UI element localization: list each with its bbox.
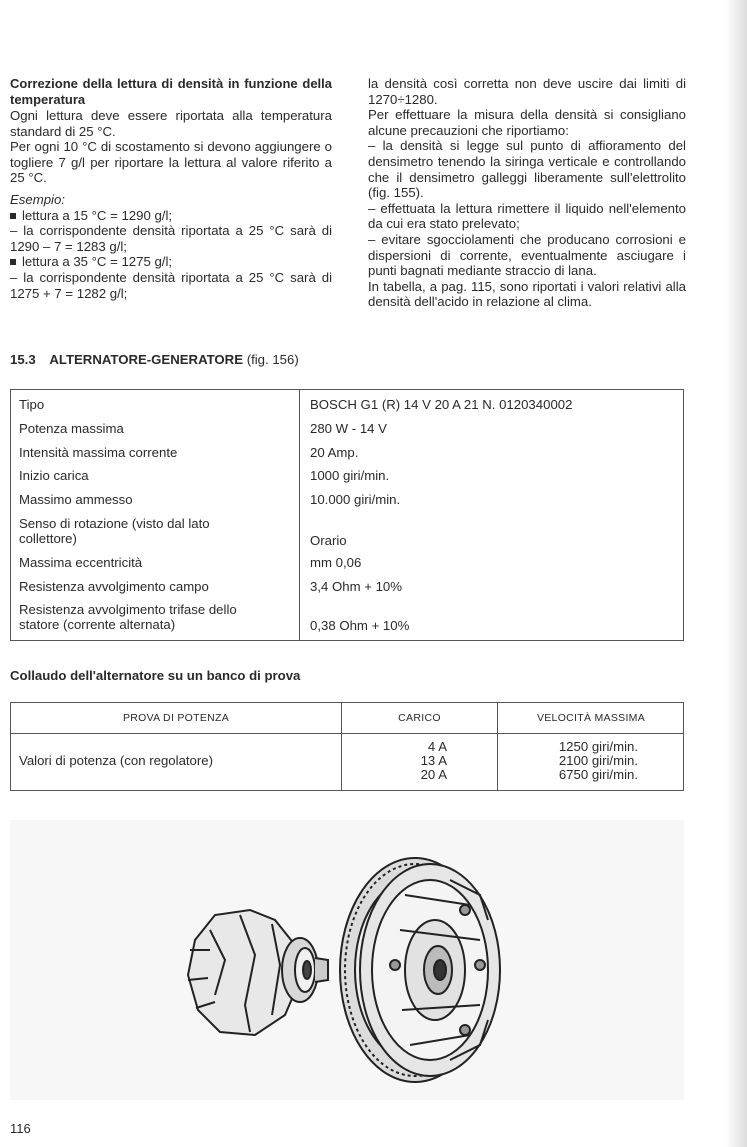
section-heading: ALTERNATORE-GENERATORE [49,352,244,367]
spec-value: mm 0,06 [310,555,362,570]
spec-value: 1000 giri/min. [310,468,390,483]
right-paragraph-1: la densità così corretta non deve uscire dai limiti di 1270÷1280. [368,76,686,107]
example-line: – la corrispondente densità riportata a 25 °C sarà di 1290 – 7 = 1283 g/l; [10,223,332,254]
left-column [10,76,332,301]
alternator-spec-table [10,389,684,641]
right-paragraph-2: Per effettuare la misura della densità si consigliano alcune precauzioni che riportiamo: [368,107,686,138]
right-paragraph-3: In tabella, a pag. 115, sono riportati i valori relativi alla densità dell'acido in relazione al clima. [368,278,686,310]
section-title [10,352,299,367]
power-test-table [10,702,684,791]
precaution-item: – evitare sgocciolamenti che producano corrosioni e dispersioni di corrente, eventualmente asciugare i punti bagnati mediante straccio di lana. [368,231,686,279]
load-values [342,740,447,782]
spec-value: Orario [310,533,347,548]
load-value: 4 A [427,739,447,754]
spec-value: 0,38 Ohm + 10% [310,618,410,633]
spec-label: Resistenza avvolgimento campo [19,579,209,594]
page-number: 116 [10,1121,31,1136]
speed-values [498,740,638,782]
speed-value: 2100 giri/min. [558,753,638,768]
spec-label: Inizio carica [19,468,89,483]
bullet-icon [10,213,16,219]
alternator-illustration [10,820,684,1100]
example-line: – la corrispondente densità riportata a 25 °C sarà di 1275 + 7 = 1282 g/l; [10,269,332,301]
spec-label: Tipo [19,397,45,412]
spec-value: BOSCH G1 (R) 14 V 20 A 21 N. 0120340002 [310,397,573,412]
rotor-drawing [188,910,328,1035]
load-value: 20 A [420,767,447,782]
left-paragraph-1: Ogni lettura deve essere riportata alla temperatura standard di 25 °C. [10,108,332,139]
figure-reference: (fig. 156) [246,352,299,367]
left-paragraph-2: Per ogni 10 °C di scostamento si devono aggiungere o togliere 7 g/l per riportare la lettura al valore riferito a 25 °C. [10,139,332,186]
spec-label: Senso di rotazione (visto dal lato collettore) [19,516,210,546]
spec-label: Intensità massima corrente [19,445,178,460]
spec-label: Potenza massima [19,421,124,436]
spec-value: 10.000 giri/min. [310,492,401,507]
right-column [368,76,686,310]
example-line [10,208,332,224]
load-value: 13 A [420,753,447,768]
density-correction-heading: Correzione della lettura di densità in funzione della temperatura [10,76,332,107]
spec-value: 20 Amp. [310,445,359,460]
spec-label: Massima eccentricità [19,555,143,570]
power-values-label: Valori di potenza (con regolatore) [19,753,214,768]
example-line [10,254,332,270]
spec-label: Massimo ammesso [19,492,133,507]
header-load: CARICO [398,712,441,724]
spec-value: 3,4 Ohm + 10% [310,579,402,594]
section-number: 15.3 [10,352,36,367]
spec-value: 280 W - 14 V [310,421,387,436]
header-max-speed: VELOCITÀ MASSIMA [536,712,646,724]
speed-value: 1250 giri/min. [558,739,638,754]
test-section-title: Collaudo dell'alternatore su un banco di prova [10,668,301,683]
example-line-text: lettura a 35 °C = 1275 g/l; [22,254,173,270]
speed-value: 6750 giri/min. [558,767,638,782]
page-edge-shadow [725,0,747,1147]
header-power-test: PROVA DI POTENZA [122,712,230,724]
spec-label: Resistenza avvolgimento trifase dello statore (corrente alternata) [19,602,237,632]
bullet-icon [10,259,16,265]
example-label: Esempio: [10,191,65,207]
stator-drawing [340,858,500,1082]
precaution-item: – la densità si legge sul punto di affioramento del densimetro tenendo la siringa verticale e controllando che il densimetro galleggi liberamente sull'elettrolito (fig. 155). [368,138,686,201]
precaution-item: – effettuata la lettura rimettere il liquido nell'elemento da cui era stato prelevato; [368,200,686,232]
example-line-text: lettura a 15 °C = 1290 g/l; [22,207,173,223]
